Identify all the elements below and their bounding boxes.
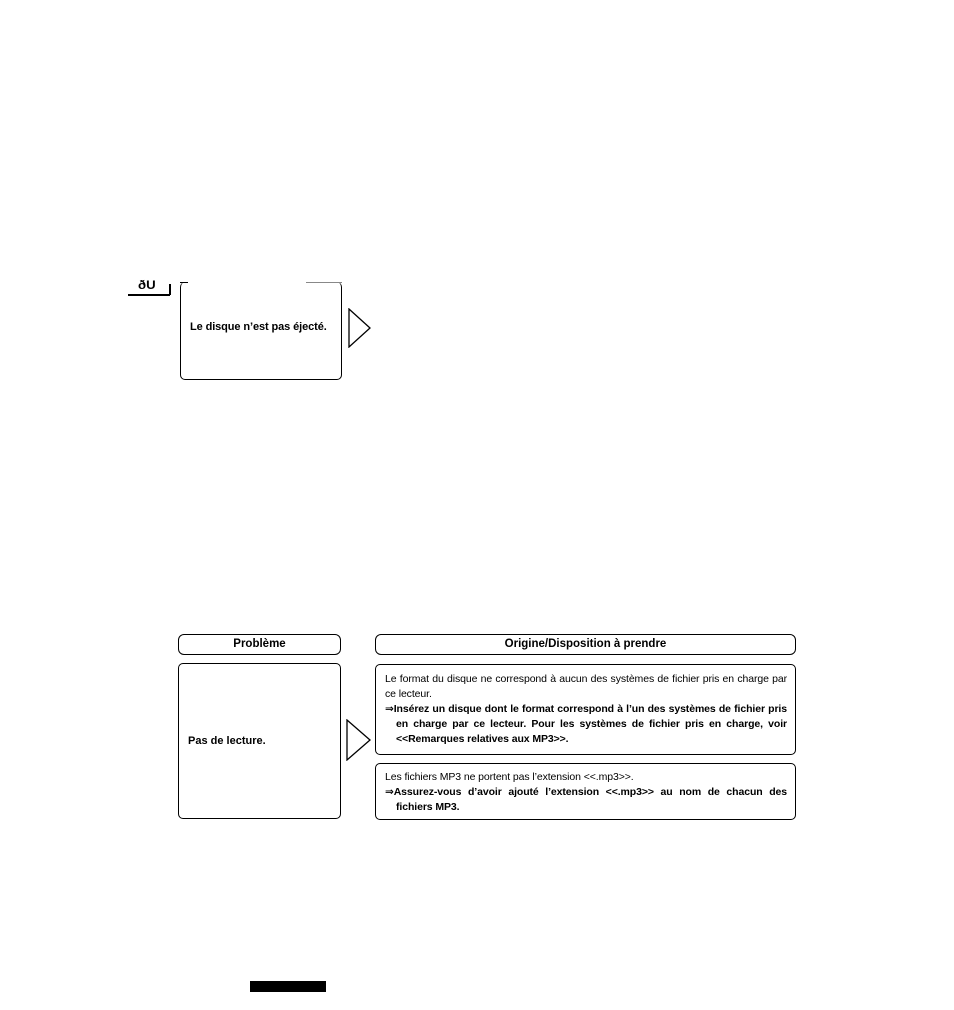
cause-remedy-text: Assurez-vous d’avoir ajouté l’extension <<.mp3>> au nom de chacun des fichiers MP3. xyxy=(393,786,787,813)
arrow-double-right-icon: ⇒ xyxy=(385,703,394,715)
page-number-tick xyxy=(169,284,171,295)
page-number-underline xyxy=(128,294,170,296)
cause-remedy-text: Insérez un disque dont le format correspond à l’un des systèmes de fichier pris en charge par ce lecteur. Pour les systèmes de fichier pris en charge, voir <<Remarques relatives aux MP3>>. xyxy=(393,703,787,745)
page-number: ðU xyxy=(138,278,156,292)
black-bar xyxy=(250,981,326,992)
cause-description: Les fichiers MP3 ne portent pas l’extension <<.mp3>>. xyxy=(385,771,634,783)
cause-box-extension xyxy=(375,763,796,820)
table-header-cause xyxy=(375,634,796,655)
problem-label-disc-eject: Le disque n’est pas éjecté. xyxy=(190,321,327,333)
arrow-right-icon xyxy=(346,719,372,761)
table-header-problem xyxy=(178,634,341,655)
problem-box-top-edge xyxy=(306,282,342,283)
arrow-double-right-icon: ⇒ xyxy=(385,786,394,798)
arrow-right-icon xyxy=(348,308,372,348)
table-header-cause-label: Origine/Disposition à prendre xyxy=(504,638,667,650)
cause-remedy xyxy=(385,702,787,747)
problem-box-top-edge xyxy=(180,282,188,283)
problem-label-no-playback: Pas de lecture. xyxy=(188,735,266,747)
cause-box-format xyxy=(375,664,796,755)
cause-remedy xyxy=(385,785,787,815)
table-header-problem-label: Problème xyxy=(233,638,286,650)
cause-description: Le format du disque ne correspond à aucun des systèmes de fichier pris en charge par ce lecteur. xyxy=(385,673,787,700)
